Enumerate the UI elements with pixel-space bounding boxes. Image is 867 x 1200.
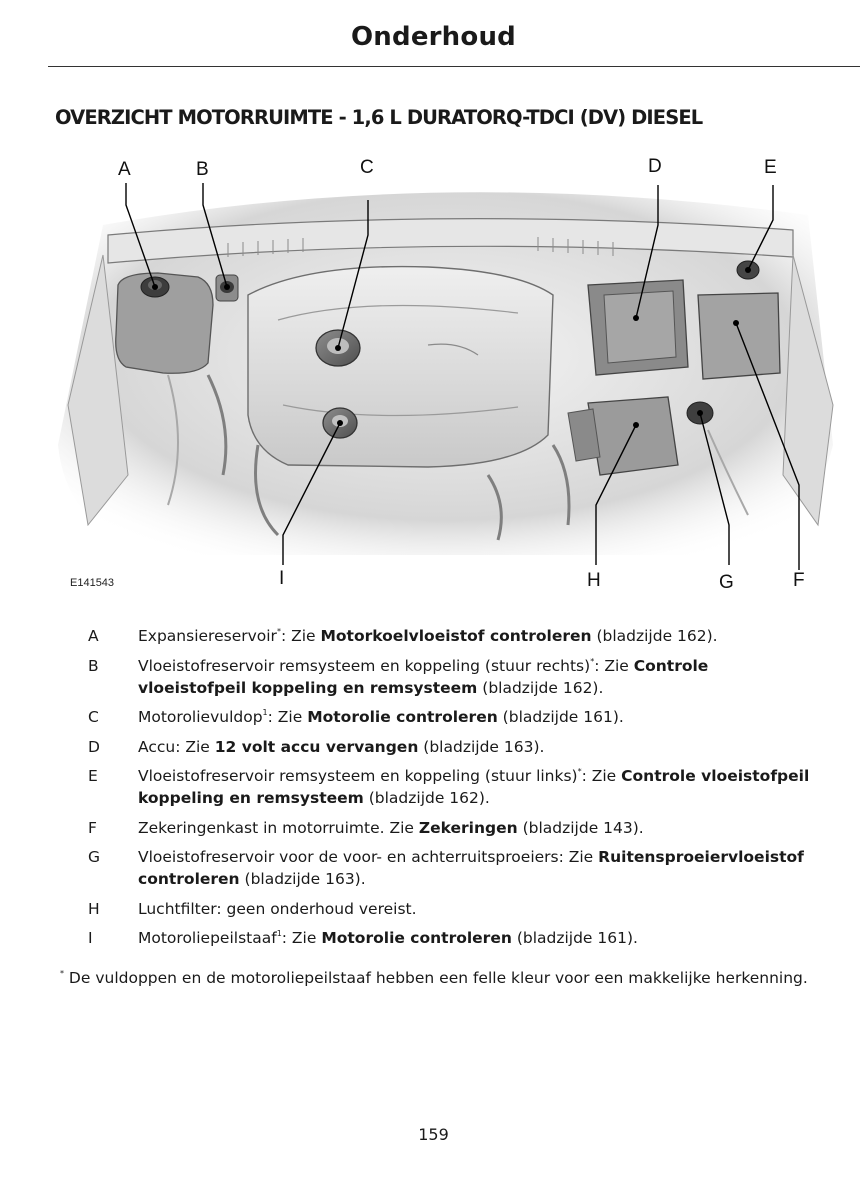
legend-reference-link-text: Controle vloeistofpeil koppeling en remsysteem [138, 767, 810, 807]
callout-i: I [279, 568, 285, 589]
legend-key: H [88, 899, 100, 918]
legend-reference-link-text: Motorolie controleren [307, 708, 498, 726]
legend-item [60, 625, 820, 647]
callout-g: G [719, 572, 734, 593]
legend-key: C [88, 708, 99, 726]
legend-text: Vloeistofreservoir remsysteem en koppeling (stuur links) [138, 767, 578, 785]
footnote [60, 967, 820, 989]
legend-text: Motorolievuldop [138, 708, 263, 726]
legend-reference-link-text: Motorolie controleren [321, 929, 512, 947]
legend-key: I [88, 929, 93, 947]
legend-description [138, 817, 818, 839]
legend-key: A [88, 627, 99, 645]
callout-d: D [648, 156, 662, 177]
legend-text: : Zie [267, 708, 308, 726]
legend-text: Zekeringenkast in motorruimte. Zie [138, 818, 419, 837]
callout-c: C [360, 157, 374, 178]
section-title: OVERZICHT MOTORRUIMTE - 1,6 L DURATORQ-TDCI (DV) DIESEL [55, 106, 703, 129]
callout-e: E [764, 157, 777, 178]
legend-key: D [88, 737, 100, 756]
legend-item [60, 817, 820, 839]
legend-text: (bladzijde 143). [517, 818, 644, 837]
callout-a: A [118, 159, 131, 180]
legend-text: (bladzijde 161). [511, 929, 638, 947]
page-number: 159 [418, 1125, 449, 1144]
legend-description [138, 765, 818, 809]
footnote-marker: 1 [262, 708, 268, 717]
callout-b: B [196, 159, 209, 180]
engine-bay-illustration [58, 192, 833, 555]
legend-text: (bladzijde 162). [477, 678, 604, 697]
legend-key: G [88, 848, 101, 866]
legend-text: Luchtfilter: geen onderhoud vereist. [138, 899, 417, 918]
legend-text: (bladzijde 163). [239, 870, 366, 888]
legend-key: F [88, 818, 97, 837]
legend-text: : Zie [581, 767, 622, 785]
header-divider [48, 66, 860, 67]
image-code: E141543 [70, 577, 115, 589]
page-header-title: Onderhoud [351, 22, 516, 52]
legend-text: (bladzijde 162). [363, 789, 490, 807]
footnote-marker: 1 [276, 929, 282, 938]
legend-text: Accu: Zie [138, 737, 215, 756]
legend-text: : Zie [281, 929, 322, 947]
legend-reference-link-text: Zekeringen [418, 818, 518, 837]
legend-text: : Zie [594, 656, 634, 675]
legend-text: : Zie [280, 627, 321, 645]
legend-key: B [88, 656, 99, 675]
legend-description [138, 655, 818, 699]
legend-text: Motoroliepeilstaaf [138, 929, 277, 947]
footnote-mark: * [60, 969, 64, 978]
legend-description [138, 927, 818, 949]
legend-text: (bladzijde 163). [418, 737, 545, 756]
legend-text: Vloeistofreservoir voor de voor- en achterruitsproeiers: Zie [138, 848, 599, 866]
legend-item [60, 846, 820, 890]
legend-text: (bladzijde 162). [591, 627, 718, 645]
legend-text: (bladzijde 161). [497, 708, 624, 726]
legend-item [60, 765, 820, 809]
legend-description [138, 846, 818, 890]
footnote-marker: * [577, 767, 582, 776]
legend-item [60, 706, 820, 728]
legend-text: Vloeistofreservoir remsysteem en koppeling (stuur rechts) [138, 656, 591, 675]
legend-reference-link-text: Controle vloeistofpeil koppeling en remsysteem [138, 656, 709, 697]
legend-description [138, 736, 818, 758]
footnote-text: De vuldoppen en de motoroliepeilstaaf hebben een felle kleur voor een makkelijke herkenning. [64, 969, 808, 987]
legend-item [60, 736, 820, 758]
engine-bay-diagram [48, 145, 838, 600]
legend-list [60, 625, 820, 957]
legend-description [138, 625, 818, 647]
footnote-marker: * [590, 656, 595, 666]
legend-item [60, 655, 820, 699]
legend-key: E [88, 767, 98, 785]
legend-reference-link-text: 12 volt accu vervangen [214, 737, 419, 756]
legend-item [60, 927, 820, 949]
legend-reference-link-text: Motorkoelvloeistof controleren [320, 627, 592, 645]
legend-text: Expansiereservoir [138, 627, 277, 645]
legend-reference-link-text: Ruitensproeiervloeistof controleren [138, 848, 804, 888]
callout-h: H [587, 570, 601, 591]
callout-f: F [793, 570, 805, 591]
footnote-marker: * [276, 627, 281, 636]
legend-description [138, 898, 818, 920]
legend-item [60, 898, 820, 920]
legend-description [138, 706, 818, 728]
